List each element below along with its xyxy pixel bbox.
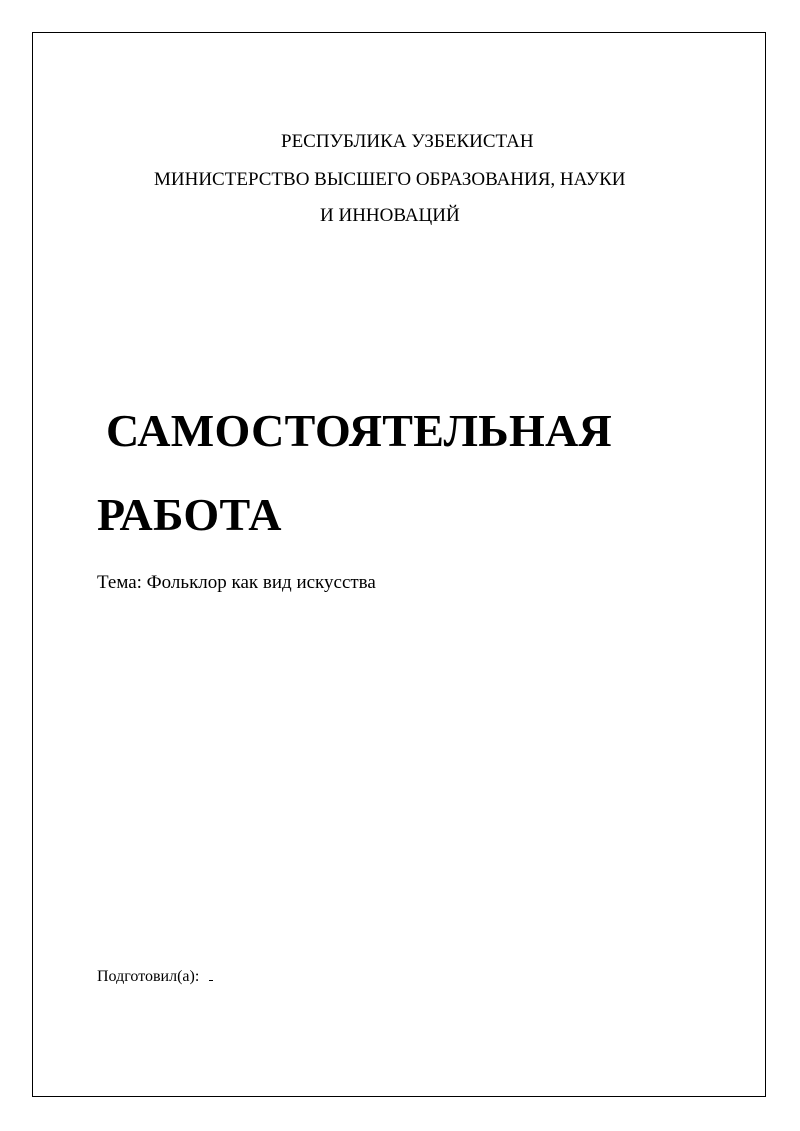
document-title-line1: САМОСТОЯТЕЛЬНАЯ	[106, 405, 613, 456]
topic-line: Тема: Фольклор как вид искусства	[97, 572, 376, 593]
prepared-by-label: Подготовил(а):	[97, 968, 200, 985]
header-ministry-continued: И ИННОВАЦИЙ	[320, 205, 460, 226]
prepared-by-blank	[209, 966, 213, 981]
prepared-by-line	[97, 966, 213, 987]
page-border	[32, 32, 766, 1097]
header-country: РЕСПУБЛИКА УЗБЕКИСТАН	[281, 131, 534, 152]
document-title-line2: РАБОТА	[97, 489, 282, 540]
header-ministry: МИНИСТЕРСТВО ВЫСШЕГО ОБРАЗОВАНИЯ, НАУКИ	[154, 169, 626, 190]
